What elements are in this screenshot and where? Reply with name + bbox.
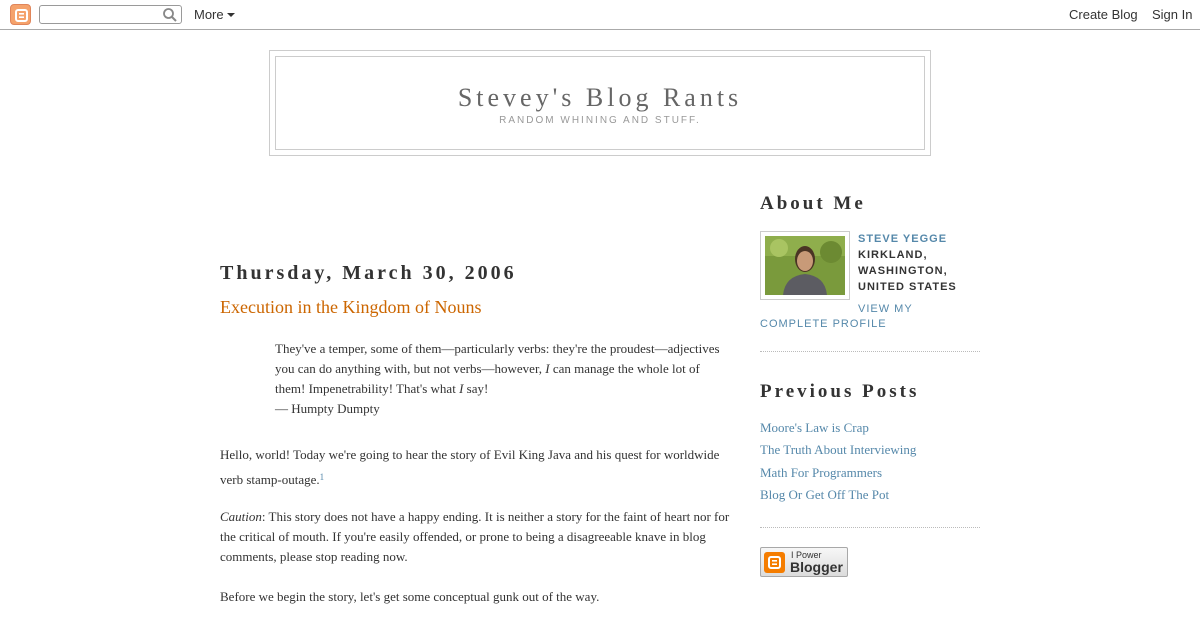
quote-attribution: — Humpty Dumpty (275, 401, 380, 416)
quote-emphasis: I (459, 381, 464, 396)
view-profile-link[interactable]: VIEW MY COMPLETE PROFILE (760, 303, 913, 330)
blog-title[interactable]: Stevey's Blog Rants (457, 83, 743, 112)
footnote-link[interactable]: 1 (319, 472, 325, 482)
post-date: Thursday, March 30, 2006 (220, 262, 517, 284)
blogger-icon[interactable] (10, 4, 31, 25)
previous-post-link[interactable]: The Truth About Interviewing (760, 442, 917, 458)
profile-name-link[interactable]: STEVE YEGGE (858, 233, 948, 245)
create-blog-link[interactable]: Create Blog (1069, 7, 1138, 22)
blog-header-inner (275, 56, 925, 150)
caret-down-icon (227, 13, 235, 17)
blog-description: RANDOM WHINING AND STUFF. (499, 115, 701, 126)
post-paragraph (220, 587, 732, 607)
profile-location-line: KIRKLAND, (858, 249, 928, 261)
profile-location-line: UNITED STATES (858, 281, 957, 293)
post-paragraph (220, 507, 732, 567)
caution-label: Caution (220, 509, 262, 524)
paragraph-text: Hello, world! Today we're going to hear the story of Evil King Java and his quest for worldwide verb stamp-outage. (220, 447, 720, 487)
blog-header (269, 50, 931, 156)
quote-text: say! (463, 381, 489, 396)
search-icon[interactable] (162, 7, 178, 23)
profile-info (858, 231, 957, 295)
previous-post-link[interactable]: Blog Or Get Off The Pot (760, 486, 890, 502)
post-title[interactable]: Execution in the Kingdom of Nouns (220, 297, 482, 317)
blogger-icon (764, 552, 785, 573)
paragraph-text: Before we begin the story, let's get some conceptual gunk out of the way. (220, 589, 600, 604)
previous-posts-heading: Previous Posts (760, 381, 920, 402)
quote-emphasis: I (545, 361, 550, 376)
search-box (39, 5, 182, 24)
powered-by-blogger-badge[interactable] (760, 547, 848, 577)
sidebar-divider (760, 527, 980, 528)
profile-location (858, 247, 957, 295)
profile-location-line: WASHINGTON, (858, 265, 948, 277)
post-paragraph (220, 442, 732, 492)
more-menu-button[interactable] (194, 7, 235, 22)
badge-big-text: Blogger (790, 559, 843, 575)
quote-text: can manage the whole lot of them! Impenetrability! That's what (275, 361, 700, 396)
previous-post-link[interactable]: Math For Programmers (760, 464, 883, 480)
about-me-heading: About Me (760, 193, 866, 214)
badge-small-text: I Power (791, 550, 822, 560)
post-blockquote (275, 339, 730, 419)
sidebar-divider (760, 351, 980, 352)
previous-post-link[interactable]: Moore's Law is Crap (760, 420, 869, 435)
quote-text: They've a temper, some of them—particularly verbs: they're the proudest—adjectives you can do anything with, but not verbs—however, (275, 341, 720, 376)
more-label: More (194, 7, 224, 22)
profile-photo[interactable] (760, 231, 850, 300)
blogger-navbar (0, 0, 1200, 30)
sign-in-link[interactable]: Sign In (1152, 7, 1193, 22)
previous-posts-list (760, 417, 980, 506)
paragraph-text: : This story does not have a happy ending. It is neither a story for the faint of heart nor for the critical of mouth. If you're easily offended, or prone to being a disagreeable knave in blog comments, please stop reading now. (220, 509, 730, 564)
search-input[interactable] (42, 7, 161, 23)
